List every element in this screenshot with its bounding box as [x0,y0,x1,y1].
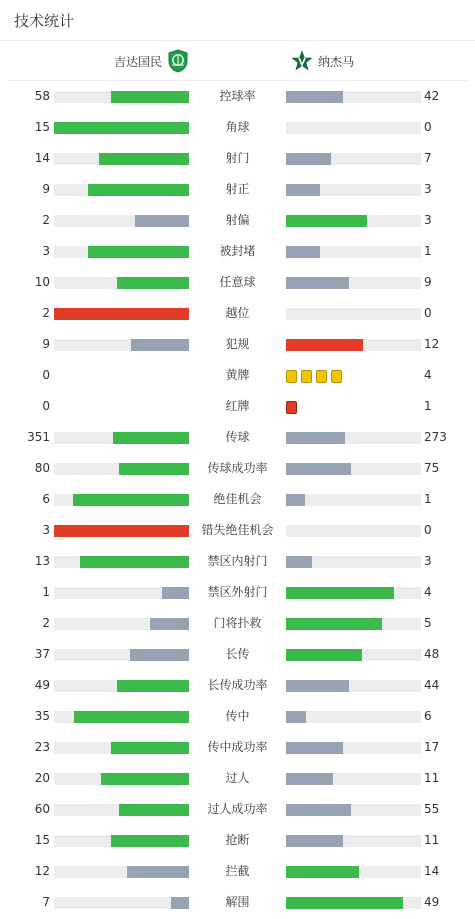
red-card-icon [286,401,297,414]
stat-label: 传中 [225,709,250,723]
stat-row [0,205,475,236]
away-stat-bar [286,153,421,165]
home-stat-value: 58 [34,89,50,103]
home-stat-bar-fill [113,432,189,444]
stat-row [0,360,475,391]
yellow-card-icon [301,370,312,383]
home-stat-value: 3 [42,244,50,258]
stat-label: 拦截 [225,864,250,878]
stat-label: 长传成功率 [207,678,268,692]
home-stat-bar [54,308,189,320]
stat-row [0,639,475,670]
away-stat-value: 0 [424,306,432,320]
home-stat-bar-fill [54,525,189,537]
home-stat-bar [54,587,189,599]
stat-label: 角球 [225,120,250,134]
away-stat-bar [286,525,421,537]
away-team-logo-icon [290,49,314,73]
stat-label: 过人 [225,771,250,785]
stat-label: 射门 [225,151,250,165]
stat-label: 过人成功率 [207,802,268,816]
home-team-logo-icon [166,49,190,73]
away-stat-bar [286,587,421,599]
home-stat-value: 10 [34,275,50,289]
stat-row [0,794,475,825]
home-stat-value: 6 [42,492,50,506]
home-stat-bar-fill [54,122,189,134]
home-stat-bar [54,494,189,506]
home-stat-value: 1 [42,585,50,599]
away-stat-bar-fill [286,711,306,723]
away-stat-value: 273 [424,430,447,444]
stat-row [0,887,475,918]
stat-row [0,484,475,515]
page-title: 技术统计 [14,11,75,30]
home-stat-bar [54,649,189,661]
home-stat-value: 9 [42,337,50,351]
home-stat-value: 49 [34,678,50,692]
stat-row [0,298,475,329]
home-stat-bar [54,339,189,351]
home-stat-value: 0 [42,368,50,382]
away-cards [286,370,346,383]
away-stat-bar-fill [286,835,343,847]
stat-label: 禁区外射门 [207,585,268,599]
home-stat-value: 37 [34,647,50,661]
stat-row [0,112,475,143]
away-stat-value: 0 [424,120,432,134]
away-stat-bar [286,649,421,661]
stat-row [0,143,475,174]
home-stat-value: 80 [34,461,50,475]
away-stat-value: 11 [424,833,440,847]
away-stat-value: 42 [424,89,440,103]
away-stat-value: 1 [424,244,432,258]
home-stat-bar-fill [117,680,189,692]
home-team[interactable] [114,49,190,73]
home-stat-bar [54,184,189,196]
away-stat-bar-fill [286,804,351,816]
stat-label: 被封堵 [219,244,256,258]
away-stat-bar [286,184,421,196]
stat-row [0,763,475,794]
home-stat-bar [54,122,189,134]
away-stat-bar [286,680,421,692]
away-stat-bar-fill [286,866,359,878]
stat-row [0,236,475,267]
teams-row [0,41,475,81]
home-stat-bar-fill [101,773,189,785]
away-stat-value: 3 [424,554,432,568]
home-stat-value: 351 [27,430,50,444]
home-stat-value: 9 [42,182,50,196]
home-stat-bar-fill [131,339,189,351]
stat-row [0,856,475,887]
stats-list [0,81,475,918]
away-stat-value: 1 [424,399,432,413]
away-stat-value: 4 [424,368,432,382]
stat-label: 越位 [225,306,250,320]
away-stat-value: 3 [424,182,432,196]
away-stat-bar-fill [286,153,331,165]
home-stat-bar [54,897,189,909]
away-stat-bar [286,835,421,847]
away-team[interactable] [290,49,354,73]
away-stat-value: 48 [424,647,440,661]
away-stat-value: 17 [424,740,440,754]
stats-header [0,0,475,41]
stat-label: 解围 [225,895,250,909]
away-stat-bar [286,277,421,289]
home-stat-bar-fill [111,91,189,103]
yellow-card-icon [286,370,297,383]
stat-row [0,391,475,422]
away-stat-bar [286,773,421,785]
home-stat-bar-fill [127,866,189,878]
away-stat-bar [286,742,421,754]
away-stat-value: 12 [424,337,440,351]
away-stat-bar [286,804,421,816]
stat-label: 射偏 [225,213,250,227]
home-stat-bar-fill [73,494,189,506]
stat-label: 控球率 [219,89,256,103]
away-stat-bar [286,711,421,723]
home-stat-bar-fill [150,618,189,630]
away-stat-bar-fill [286,184,320,196]
home-stat-bar-fill [88,184,189,196]
away-stat-bar [286,308,421,320]
stat-row [0,670,475,701]
away-team-name: 纳杰马 [318,54,355,69]
home-stat-bar [54,153,189,165]
stat-label: 禁区内射门 [207,554,268,568]
stat-label: 门将扑救 [213,616,262,630]
away-stat-bar [286,246,421,258]
stat-label: 传球 [225,430,250,444]
away-stat-value: 9 [424,275,432,289]
home-stat-value: 13 [34,554,50,568]
home-stat-bar-fill [135,215,189,227]
away-stat-value: 75 [424,461,440,475]
yellow-card-icon [331,370,342,383]
away-stat-bar-fill [286,463,351,475]
stat-row [0,267,475,298]
home-stat-bar-fill [117,277,189,289]
home-stat-value: 15 [34,120,50,134]
stat-label: 任意球 [219,275,256,289]
away-stat-bar [286,122,421,134]
home-stat-value: 15 [34,833,50,847]
away-stat-bar [286,339,421,351]
away-stat-value: 0 [424,523,432,537]
stat-label: 犯规 [225,337,250,351]
away-stat-value: 11 [424,771,440,785]
home-stat-bar [54,742,189,754]
home-stat-value: 2 [42,616,50,630]
stat-row [0,422,475,453]
away-stat-bar-fill [286,680,349,692]
away-stat-bar-fill [286,773,333,785]
home-stat-bar-fill [171,897,189,909]
stat-row [0,825,475,856]
away-stat-value: 1 [424,492,432,506]
away-stat-value: 55 [424,802,440,816]
away-stat-bar [286,215,421,227]
stat-label: 传中成功率 [207,740,268,754]
home-stat-bar [54,277,189,289]
stat-label: 射正 [225,182,250,196]
home-stat-bar-fill [111,835,189,847]
home-stat-bar [54,215,189,227]
stat-label: 长传 [225,647,250,661]
away-stat-value: 3 [424,213,432,227]
home-stat-bar [54,246,189,258]
home-stat-bar-fill [74,711,189,723]
away-stat-bar-fill [286,246,320,258]
home-stat-bar [54,804,189,816]
home-stat-bar [54,711,189,723]
away-stat-bar-fill [286,432,345,444]
home-stat-bar-fill [111,742,189,754]
home-stat-value: 23 [34,740,50,754]
away-stat-bar-fill [286,494,305,506]
home-stat-value: 60 [34,802,50,816]
home-stat-bar [54,866,189,878]
home-stat-bar-fill [88,246,189,258]
stat-label: 错失绝佳机会 [201,523,274,537]
away-stat-bar [286,618,421,630]
home-stat-value: 0 [42,399,50,413]
away-stat-value: 44 [424,678,440,692]
home-stat-bar [54,680,189,692]
away-stat-bar-fill [286,556,312,568]
stat-label: 红牌 [225,399,250,413]
stat-row [0,701,475,732]
home-stat-bar [54,556,189,568]
away-stat-value: 7 [424,151,432,165]
away-stat-bar [286,463,421,475]
home-stat-value: 2 [42,306,50,320]
stat-row [0,515,475,546]
home-stat-value: 12 [34,864,50,878]
yellow-card-icon [316,370,327,383]
away-stat-bar-fill [286,618,382,630]
away-cards [286,401,301,414]
home-stat-value: 7 [42,895,50,909]
home-stat-bar-fill [119,804,189,816]
stat-row [0,608,475,639]
away-stat-bar-fill [286,339,363,351]
home-stat-bar [54,618,189,630]
home-stat-value: 2 [42,213,50,227]
home-stat-bar-fill [99,153,189,165]
home-stat-bar [54,91,189,103]
home-stat-bar [54,773,189,785]
away-stat-bar-fill [286,91,343,103]
stat-row [0,732,475,763]
home-stat-bar [54,432,189,444]
home-team-name: 吉达国民 [113,54,162,69]
away-stat-bar [286,897,421,909]
home-stat-bar [54,835,189,847]
stat-row [0,81,475,112]
home-stat-bar-fill [80,556,189,568]
away-stat-bar [286,432,421,444]
stat-row [0,453,475,484]
home-stat-bar [54,463,189,475]
away-stat-bar-fill [286,587,394,599]
away-stat-bar-fill [286,897,403,909]
away-stat-bar [286,866,421,878]
away-stat-bar-fill [286,649,362,661]
stat-row [0,577,475,608]
away-stat-bar-fill [286,742,343,754]
home-stat-bar-fill [130,649,189,661]
away-stat-value: 49 [424,895,440,909]
home-stat-value: 35 [34,709,50,723]
away-stat-bar [286,556,421,568]
stat-row [0,329,475,360]
away-stat-value: 14 [424,864,440,878]
home-stat-value: 20 [34,771,50,785]
away-stat-value: 6 [424,709,432,723]
away-stat-value: 5 [424,616,432,630]
home-stat-bar-fill [119,463,189,475]
home-stat-bar-fill [54,308,189,320]
home-stat-value: 3 [42,523,50,537]
stat-label: 抢断 [225,833,250,847]
away-stat-value: 4 [424,585,432,599]
home-stat-value: 14 [34,151,50,165]
stat-row [0,546,475,577]
away-stat-bar [286,91,421,103]
stat-row [0,174,475,205]
away-stat-bar-fill [286,215,367,227]
stat-label: 黄牌 [225,368,250,382]
stat-label: 绝佳机会 [213,492,262,506]
home-stat-bar-fill [162,587,189,599]
stat-label: 传球成功率 [207,461,268,475]
home-stat-bar [54,525,189,537]
away-stat-bar-fill [286,277,349,289]
away-stat-bar [286,494,421,506]
